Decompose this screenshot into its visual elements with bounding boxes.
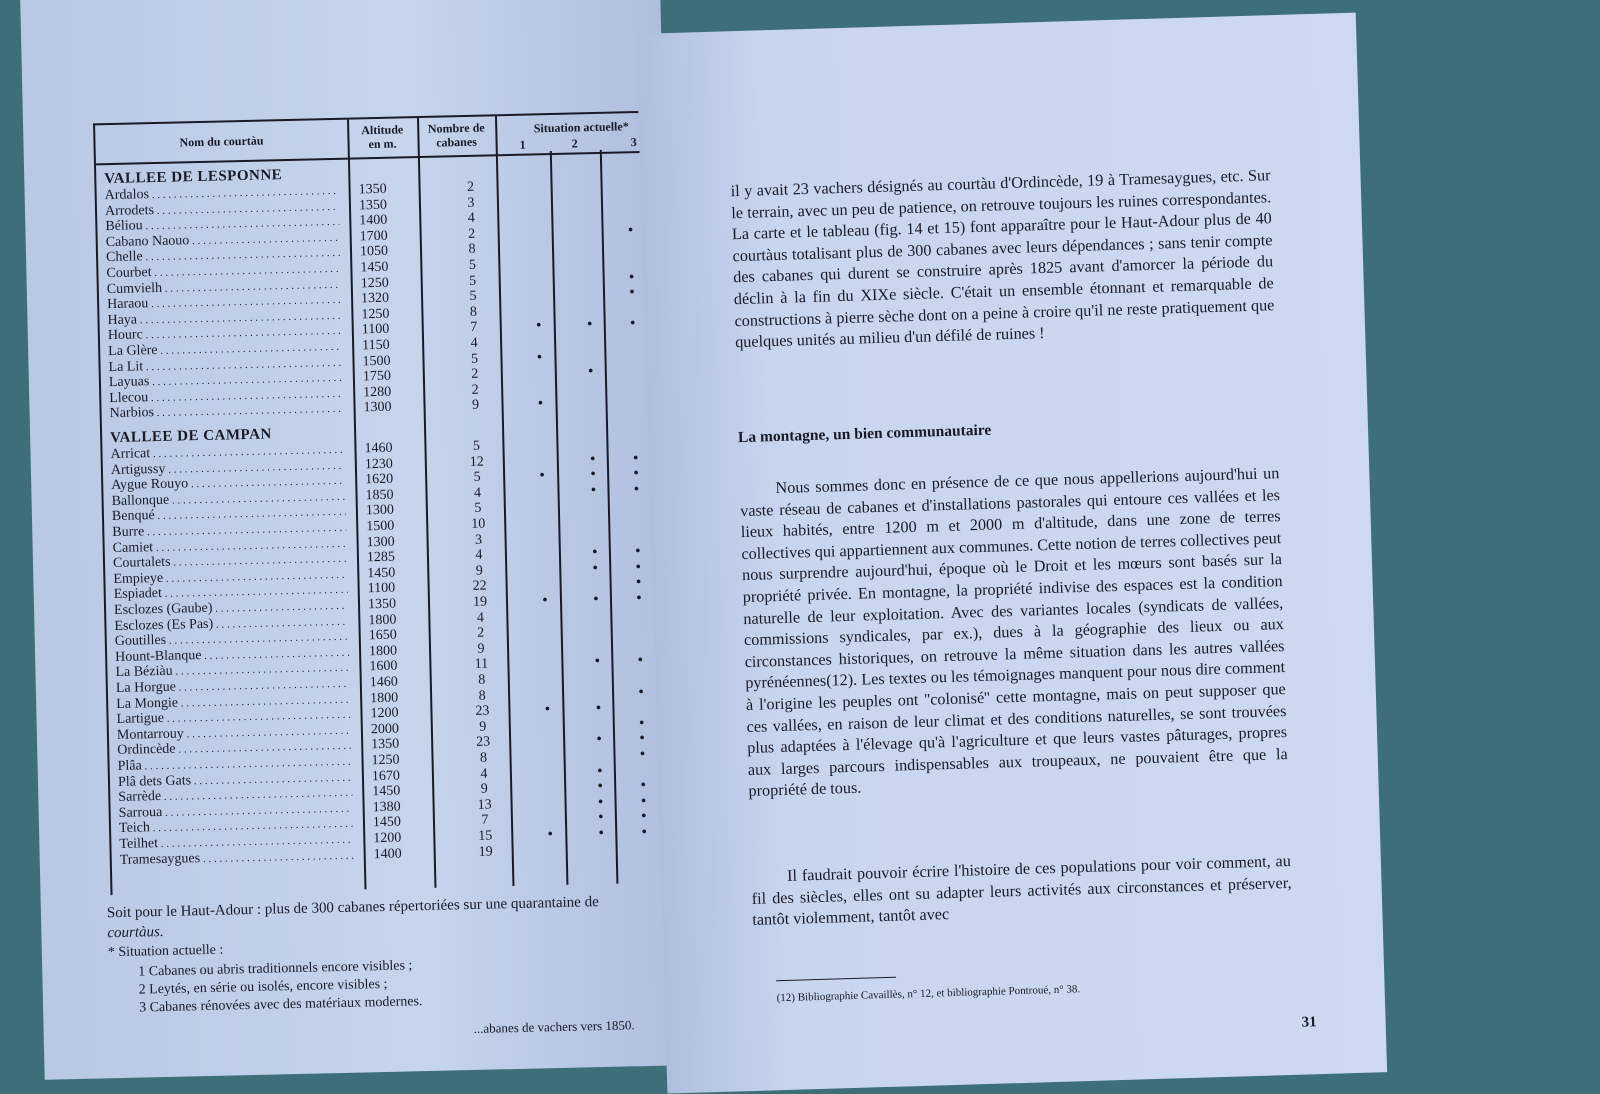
cabin-count: 4 bbox=[440, 609, 520, 627]
cabin-count: 22 bbox=[439, 578, 519, 596]
altitude-value: 1750 bbox=[363, 368, 419, 385]
cabin-count: 5 bbox=[432, 257, 512, 275]
altitude-value: 1800 bbox=[368, 612, 424, 629]
cabin-count: 10 bbox=[438, 516, 518, 534]
situation-2-dot: • bbox=[590, 545, 600, 561]
altitude-value: 1850 bbox=[365, 487, 421, 504]
footnote-rule bbox=[776, 977, 896, 982]
altitude-value: 1350 bbox=[358, 181, 414, 198]
situation-3-dot: • bbox=[639, 825, 649, 841]
courtau-name: Layuas . . . bbox=[109, 370, 343, 391]
altitude-value: 2000 bbox=[371, 721, 427, 738]
situation-3-dot: • bbox=[633, 560, 643, 576]
altitude-value: 1450 bbox=[360, 259, 416, 276]
header-altitude-line2: en m. bbox=[347, 136, 417, 152]
right-page bbox=[636, 13, 1387, 1094]
altitude-value: 1350 bbox=[359, 197, 415, 214]
situation-2-dot: • bbox=[588, 483, 598, 499]
courtau-name: Burre . . . bbox=[112, 520, 346, 541]
courtau-name: La Mongie . . . bbox=[116, 691, 350, 712]
legend-item-2: 2 Leytés, en série ou isolés, encore visibles ; bbox=[139, 976, 388, 1000]
situation-2-dot: • bbox=[596, 810, 606, 826]
situation-3-dot: • bbox=[638, 778, 648, 794]
courtau-name: Esclozes (Gaube) . . . bbox=[114, 598, 348, 619]
altitude-value: 1200 bbox=[373, 830, 429, 847]
situation-3-dot: • bbox=[637, 716, 647, 732]
situation-3-dot: • bbox=[627, 285, 637, 301]
cabin-count: 5 bbox=[434, 350, 514, 368]
courtau-table bbox=[93, 110, 686, 895]
situation-2-dot: • bbox=[586, 364, 596, 380]
altitude-value: 1300 bbox=[366, 502, 422, 519]
altitude-value: 1500 bbox=[366, 518, 422, 535]
courtau-name: Sarroua . . . bbox=[119, 800, 353, 821]
courtau-name: Cabano Naouo . . . bbox=[106, 230, 340, 251]
situation-1-dot: • bbox=[534, 319, 544, 335]
altitude-value: 1300 bbox=[366, 534, 422, 551]
cabin-count: 7 bbox=[434, 319, 514, 337]
altitude-value: 1350 bbox=[371, 736, 427, 753]
cabin-count: 19 bbox=[440, 594, 520, 612]
cabin-count: 9 bbox=[443, 719, 523, 737]
paragraph-1: il y avait 23 vachers désignés au courtàu d'Ordincède, 19 à Tramesaygues, etc. Sur le terrain, avec un peu de patience, on retrouve toujours les ruines correspondantes. La carte et le tableau (fig. 14 et 15) font apparaître pour le Haut-Adour plus de 40 courtàus totalisant plus de 300 cabanes avec leurs dépendances ; sans tenir compte des cabanes qui durent se construire après 1825 avant d'amorcer la période du déclin à la fin du XIXe siècle. C'était un ensemble étonnant et remarquable de constructions à pierre sèche dont on a peine à croire qu'il ne reste pratiquement que quelques unités au milieu d'un défilé de ruines ! bbox=[730, 165, 1275, 354]
courtau-name: Béliou . . . bbox=[105, 214, 339, 235]
cabin-count: 3 bbox=[438, 531, 518, 549]
header-count-line2: cabanes bbox=[417, 134, 495, 150]
altitude-value: 1100 bbox=[362, 321, 418, 338]
cabin-count: 4 bbox=[439, 547, 519, 565]
altitude-value: 1460 bbox=[364, 440, 420, 457]
situation-2-dot: • bbox=[593, 701, 603, 717]
courtau-name: Espiadet . . . bbox=[114, 582, 348, 603]
courtau-name: Narbios . . . bbox=[109, 401, 343, 422]
situation-3-dot: • bbox=[637, 731, 647, 747]
header-name: Nom du courtàu bbox=[95, 132, 347, 152]
courtau-name: Cumvielh . . . bbox=[107, 276, 341, 297]
situation-2-dot: • bbox=[588, 467, 598, 483]
situation-3-dot: • bbox=[628, 316, 638, 332]
cabin-count: 2 bbox=[441, 625, 521, 643]
cabin-count: 8 bbox=[442, 672, 522, 690]
cabin-count: 8 bbox=[442, 687, 522, 705]
cabin-count: 2 bbox=[430, 179, 510, 197]
courtau-name: Aygue Rouyo . . . bbox=[111, 473, 345, 494]
legend-item-1: 1 Cabanes ou abris traditionnels encore visibles ; bbox=[138, 957, 412, 981]
situation-2-dot: • bbox=[595, 795, 605, 811]
courtau-name: Hount-Blanque . . . bbox=[115, 645, 349, 666]
courtau-name: Montarrouy . . . bbox=[117, 722, 351, 743]
cabin-count: 2 bbox=[435, 366, 515, 384]
header-situation: Situation actuelle* bbox=[495, 118, 667, 136]
courtau-name: Tramesaygues . . . bbox=[120, 847, 354, 868]
courtau-name: Ballonque . . . bbox=[111, 489, 345, 510]
situation-3-dot: • bbox=[635, 653, 645, 669]
situation-1-dot: • bbox=[535, 397, 545, 413]
cabin-count: 5 bbox=[438, 500, 518, 518]
courtau-name: Ordincède . . . bbox=[117, 738, 351, 759]
figure-caption-fragment: ...abanes de vachers vers 1850. bbox=[473, 1016, 634, 1038]
altitude-value: 1250 bbox=[361, 306, 417, 323]
courtau-name: La Béziàu . . . bbox=[115, 660, 349, 681]
header-altitude-line1: Altitude bbox=[347, 122, 417, 138]
header-rule bbox=[96, 150, 668, 165]
situation-2-dot: • bbox=[591, 592, 601, 608]
situation-3-dot: • bbox=[627, 270, 637, 286]
courtau-name: Hourc . . . bbox=[108, 323, 342, 344]
header-sit-3: 3 bbox=[599, 134, 667, 150]
courtau-name: Plâa . . . bbox=[117, 754, 351, 775]
situation-2-dot: • bbox=[590, 561, 600, 577]
courtau-name: Goutilles . . . bbox=[115, 629, 349, 650]
paragraph-2: Nous sommes donc en présence de ce que nous appellerions aujourd'hui un vaste réseau de cabanes et d'installations pastorales qui entoure ces vallées et les lieux habités, entre 1200 m et 2000 m d'altitude, dans une zone de terres collectives qui appartiennent aux communes. Cette notion de terres collectives peut nous surprendre aujourd'hui, époque où le Droit et les mœurs sont basés sur la propriété privée. En montagne, la propriété indivise des espaces est la condition naturelle de leur exploitation. Avec des variantes locales (syndicats de vallées, commissions syndicales, par ex.), dues à la géographie des lieux ou aux circonstances historiques, on retrouve la même situation dans les autres vallées pyrénéennes(12). Les textes ou les témoignages manquent pour nous dire comment à l'origine les peuples ont ''colonisé'' cette montagne, mais on peut supposer que ces vallées, en raison de leur climat et des conditions naturelles, se sont trouvées plus adaptées à l'élevage qu'à l'agriculture et que leurs vastes pâturages, propres aux larges parcours indispensables aux troupeaux, ne pouvaient être que la propriété de tous. bbox=[739, 463, 1288, 803]
cabin-count: 9 bbox=[441, 641, 521, 659]
legend-title: * Situation actuelle : bbox=[108, 942, 224, 963]
altitude-value: 1450 bbox=[372, 783, 428, 800]
situation-1-dot: • bbox=[540, 593, 550, 609]
courtau-name: Chelle . . . bbox=[106, 245, 340, 266]
cabin-count: 9 bbox=[444, 781, 524, 799]
situation-3-dot: • bbox=[631, 466, 641, 482]
page-number: 31 bbox=[1301, 1014, 1316, 1031]
cabin-count: 2 bbox=[431, 226, 511, 244]
cabin-count: 23 bbox=[443, 734, 523, 752]
header-sit-1: 1 bbox=[495, 137, 549, 152]
altitude-value: 1200 bbox=[370, 705, 426, 722]
situation-3-dot: • bbox=[634, 591, 644, 607]
courtau-name: Plâ dets Gats . . . bbox=[118, 769, 352, 790]
altitude-value: 1400 bbox=[359, 212, 415, 229]
cabin-count: 15 bbox=[445, 828, 525, 846]
altitude-value: 1800 bbox=[369, 643, 425, 660]
courtau-name: La Glère . . . bbox=[108, 339, 342, 360]
altitude-value: 1500 bbox=[362, 353, 418, 370]
situation-2-dot: • bbox=[594, 732, 604, 748]
paragraph-3: Il faudrait pouvoir écrire l'histoire de ces populations pour voir comment, au fil des siècles, elles ont su adapter leurs activités aux circonstances et préserver, tantôt violemment, tantôt avec bbox=[751, 851, 1293, 932]
situation-1-dot: • bbox=[534, 350, 544, 366]
summary-line-2: courtàus. bbox=[107, 923, 164, 942]
cabin-count: 5 bbox=[433, 288, 513, 306]
legend-item-3: 3 Cabanes rénovées avec des matériaux modernes. bbox=[139, 993, 423, 1017]
courtau-name: Esclozes (Es Pas) . . . bbox=[114, 613, 348, 634]
left-page bbox=[20, 0, 685, 1080]
cabin-count: 4 bbox=[434, 335, 514, 353]
situation-3-dot: • bbox=[639, 809, 649, 825]
situation-3-dot: • bbox=[633, 544, 643, 560]
altitude-value: 1400 bbox=[374, 846, 430, 863]
section-title: VALLEE DE LESPONNE bbox=[104, 167, 282, 188]
cabin-count: 4 bbox=[437, 485, 517, 503]
courtau-name: La Lit . . . bbox=[108, 354, 342, 375]
courtau-name: Haya . . . bbox=[107, 308, 341, 329]
altitude-value: 1300 bbox=[363, 399, 419, 416]
situation-3-dot: • bbox=[633, 575, 643, 591]
courtau-name: La Horgue . . . bbox=[116, 676, 350, 697]
altitude-value: 1620 bbox=[365, 471, 421, 488]
cabin-count: 11 bbox=[441, 656, 521, 674]
altitude-value: 1350 bbox=[368, 596, 424, 613]
header-count-line1: Nombre de bbox=[417, 120, 495, 136]
altitude-value: 1450 bbox=[373, 814, 429, 831]
cabin-count: 5 bbox=[433, 272, 513, 290]
altitude-value: 1250 bbox=[361, 275, 417, 292]
altitude-value: 1650 bbox=[369, 627, 425, 644]
situation-1-dot: • bbox=[542, 702, 552, 718]
situation-2-dot: • bbox=[596, 826, 606, 842]
courtau-name: Arricat . . . bbox=[110, 442, 344, 463]
cabin-count: 12 bbox=[437, 453, 517, 471]
cabin-count: 4 bbox=[444, 765, 524, 783]
courtau-name: Teich . . . bbox=[119, 816, 353, 837]
cabin-count: 8 bbox=[443, 750, 523, 768]
section-title: VALLEE DE CAMPAN bbox=[110, 426, 272, 447]
courtau-name: Llecou . . . bbox=[109, 386, 343, 407]
altitude-value: 1250 bbox=[371, 752, 427, 769]
courtau-name: Camiet . . . bbox=[113, 535, 347, 556]
courtau-name: Lartigue . . . bbox=[116, 707, 350, 728]
cabin-count: 5 bbox=[436, 438, 516, 456]
situation-3-dot: • bbox=[625, 223, 635, 239]
altitude-value: 1100 bbox=[368, 580, 424, 597]
situation-2-dot: • bbox=[588, 452, 598, 468]
footnote: (12) Bibliographie Cavaillès, n° 12, et bibliographie Pontroué, n° 38. bbox=[776, 983, 1080, 1004]
cabin-count: 13 bbox=[444, 797, 524, 815]
situation-1-dot: • bbox=[545, 827, 555, 843]
altitude-value: 1460 bbox=[370, 674, 426, 691]
header-sit-2: 2 bbox=[549, 136, 599, 151]
cabin-count: 19 bbox=[446, 843, 526, 861]
altitude-value: 1150 bbox=[362, 337, 418, 354]
altitude-value: 1050 bbox=[360, 243, 416, 260]
section-heading: La montagne, un bien communautaire bbox=[738, 422, 992, 448]
courtau-name: Empieye . . . bbox=[113, 567, 347, 588]
situation-3-dot: • bbox=[638, 794, 648, 810]
situation-3-dot: • bbox=[631, 451, 641, 467]
altitude-value: 1670 bbox=[372, 768, 428, 785]
courtau-name: Teilhet . . . bbox=[119, 832, 353, 853]
cabin-count: 9 bbox=[435, 397, 515, 415]
courtau-name: Sarrède . . . bbox=[118, 785, 352, 806]
cabin-count: 8 bbox=[433, 304, 513, 322]
cabin-count: 2 bbox=[435, 382, 515, 400]
altitude-value: 1285 bbox=[367, 549, 423, 566]
situation-2-dot: • bbox=[592, 654, 602, 670]
altitude-value: 1600 bbox=[369, 658, 425, 675]
altitude-value: 1380 bbox=[372, 799, 428, 816]
cabin-count: 23 bbox=[442, 703, 522, 721]
summary-line: Soit pour le Haut-Adour : plus de 300 cabanes répertoriées sur une quarantaine de bbox=[107, 891, 707, 923]
courtau-name: Ardalos . . . bbox=[105, 183, 339, 204]
altitude-value: 1700 bbox=[360, 228, 416, 245]
cabin-count: 9 bbox=[439, 563, 519, 581]
situation-3-dot: • bbox=[631, 482, 641, 498]
courtau-name: Courbet . . . bbox=[106, 261, 340, 282]
altitude-value: 1280 bbox=[363, 384, 419, 401]
cabin-count: 8 bbox=[432, 241, 512, 259]
situation-2-dot: • bbox=[585, 317, 595, 333]
courtau-name: Arrodets . . . bbox=[105, 198, 339, 219]
situation-1-dot: • bbox=[537, 468, 547, 484]
courtau-name: Haraou . . . bbox=[107, 292, 341, 313]
altitude-value: 1230 bbox=[365, 456, 421, 473]
situation-3-dot: • bbox=[636, 685, 646, 701]
courtau-name: Benqué . . . bbox=[112, 504, 346, 525]
altitude-value: 1800 bbox=[370, 690, 426, 707]
cabin-count: 4 bbox=[431, 210, 511, 228]
courtau-name: Courtalets . . . bbox=[113, 551, 347, 572]
situation-2-dot: • bbox=[595, 779, 605, 795]
altitude-value: 1450 bbox=[367, 565, 423, 582]
courtau-name: Artigussy . . . bbox=[111, 457, 345, 478]
situation-2-dot: • bbox=[595, 764, 605, 780]
cabin-count: 7 bbox=[445, 812, 525, 830]
altitude-value: 1320 bbox=[361, 290, 417, 307]
cabin-count: 3 bbox=[431, 195, 511, 213]
cabin-count: 5 bbox=[437, 469, 517, 487]
situation-3-dot: • bbox=[637, 747, 647, 763]
